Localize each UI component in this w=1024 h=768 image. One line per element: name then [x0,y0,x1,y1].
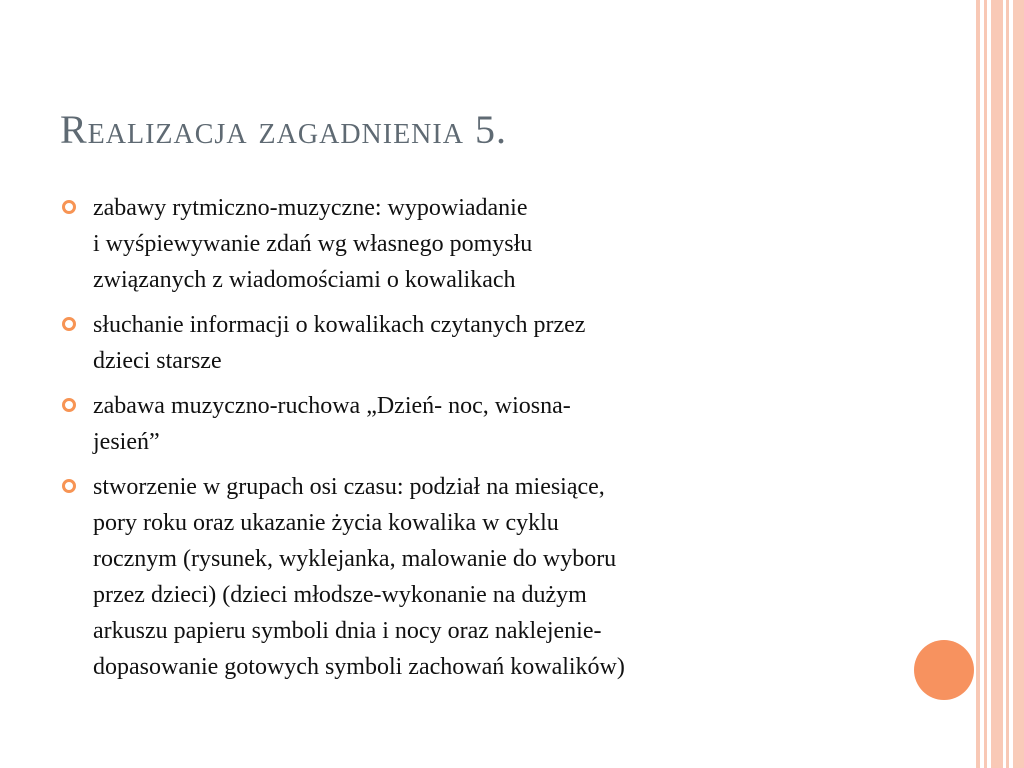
bullet-text: stworzenie w grupach osi czasu: podział na miesiące, pory roku oraz ukazanie życia kowalika w cyklu rocznym (rysunek, wyklejanka, malowanie do wyboru przez dzieci) (dzieci młodsze-wykonanie na dużym arkuszu papieru symboli dnia i nocy oraz naklejenie- dopasowanie gotowych symboli zachowań kowalików) [93,474,625,680]
bullet-item [62,307,892,379]
bullet-item [62,469,892,685]
bullet-item [62,190,892,298]
slide-title: Realizacja zagadnienia 5. [60,107,507,152]
bullet-circle-icon [62,200,76,214]
bullet-circle-icon [62,398,76,412]
bullet-circle-icon [62,317,76,331]
bullet-text: zabawa muzyczno-ruchowa „Dzień- noc, wiosna- jesień” [93,393,571,455]
decorative-stripe [1013,0,1024,768]
decorative-stripe [976,0,980,768]
bullet-list [62,190,892,694]
decorative-stripe [991,0,1003,768]
bullet-text: słuchanie informacji o kowalikach czytanych przez dzieci starsze [93,312,586,374]
decorative-circle [914,640,974,700]
decorative-stripe [984,0,987,768]
decorative-stripe [1006,0,1009,768]
bullet-item [62,388,892,460]
bullet-circle-icon [62,479,76,493]
bullet-text: zabawy rytmiczno-muzyczne: wypowiadanie i wyśpiewywanie zdań wg własnego pomysłu związanych z wiadomościami o kowalikach [93,195,533,293]
